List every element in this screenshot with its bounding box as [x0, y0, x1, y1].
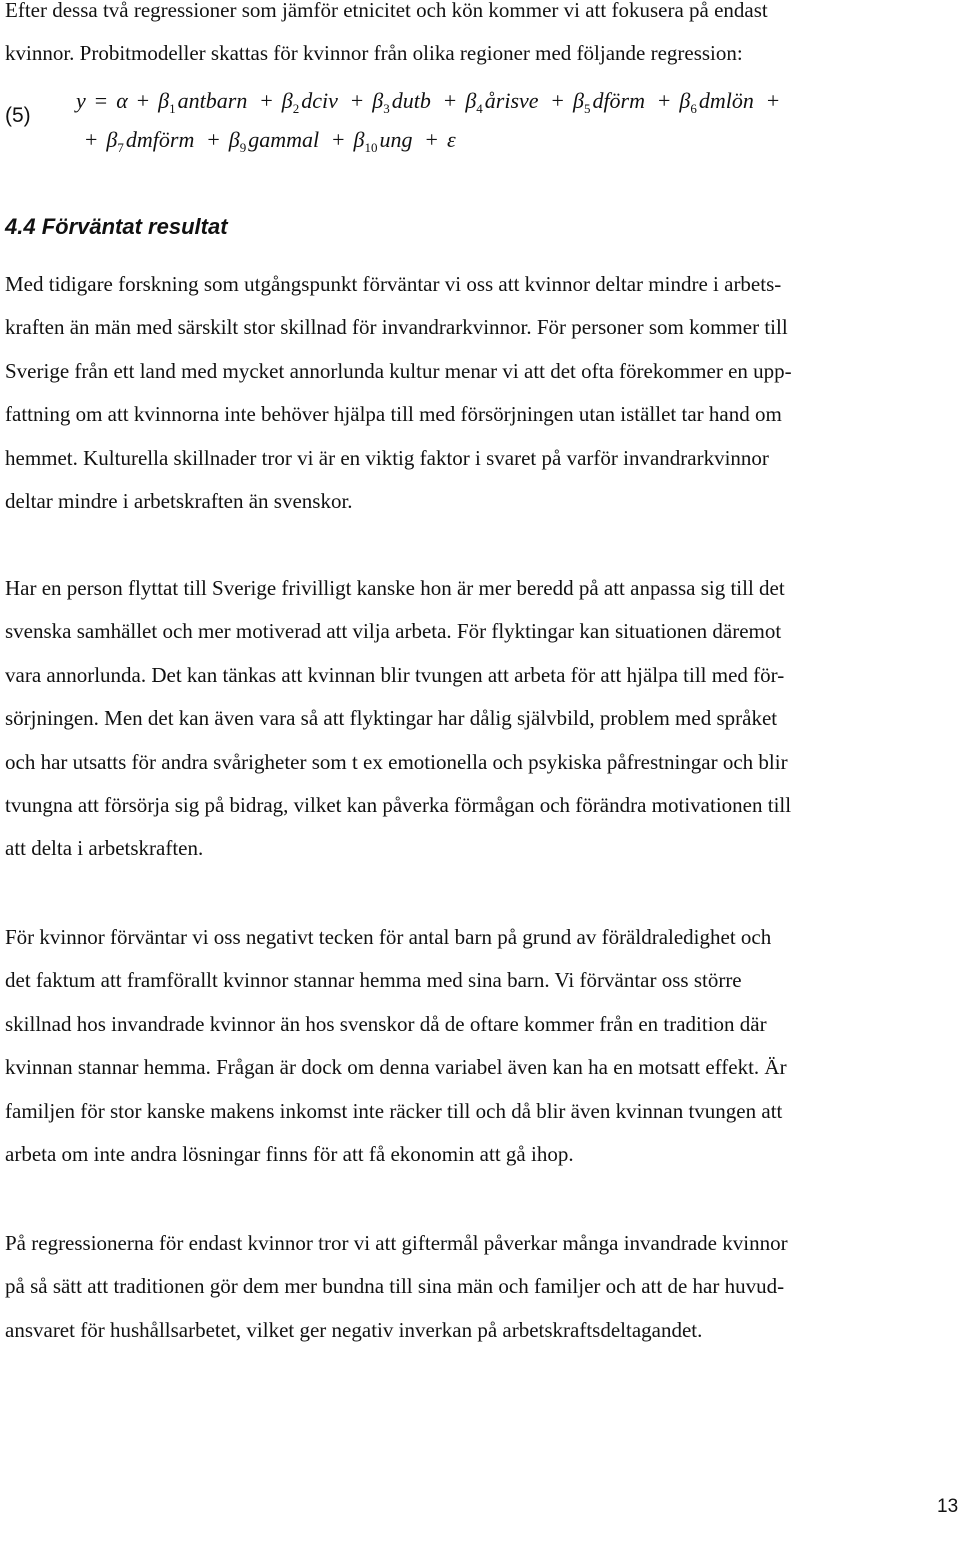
eq1-symbol: β [572, 88, 584, 113]
section-heading: 4.4 Förväntat resultat [5, 214, 228, 239]
equation-line-2 [76, 127, 456, 156]
eq1-symbol: β [372, 88, 384, 113]
eq2-subscript: 7 [117, 140, 124, 155]
eq1-symbol: y [76, 88, 86, 113]
eq1-symbol: β [679, 88, 691, 113]
eq1-operator: + [551, 88, 564, 113]
eq2-variable: dmförm [125, 127, 195, 152]
eq2-symbol: β [353, 127, 365, 152]
eq2-subscript: 9 [239, 140, 247, 155]
eq2-variable: ung [379, 127, 413, 152]
eq2-symbol: β [228, 127, 240, 152]
intro-paragraph: Efter dessa två regressioner som jämför etnicitet och kön kommer vi att fokusera på endast kvinnor. Probitmodeller skattas för kvinnor från olika regioner med följande regression: [5, 0, 768, 66]
eq1-operator: + [766, 88, 780, 113]
eq1-subscript: 1 [169, 101, 176, 116]
eq1-operator: + [260, 88, 273, 113]
eq1-operator: + [350, 88, 364, 113]
eq2-operator: + [332, 127, 345, 152]
eq1-subscript: 4 [476, 101, 483, 116]
eq1-variable: årisve [484, 88, 539, 113]
eq1-variable: dförm [592, 88, 645, 113]
eq2-operator: + [85, 127, 98, 152]
eq1-variable: dciv [301, 88, 338, 113]
eq1-subscript: 2 [292, 101, 300, 116]
eq1-operator: + [136, 88, 150, 113]
eq1-symbol: β [158, 88, 170, 113]
eq1-symbol: α [116, 88, 128, 113]
paragraph-children: För kvinnor förväntar vi oss negativt tecken för antal barn på grund av föräldraledighet och det faktum att framförallt kvinnor stannar hemma med sina barn. Vi förväntar oss större skillnad hos invandrade kvinnor än hos svenskor då de oftare kommer från en tradition där kvinnan stannar hemma. Frågan är dock om denna variabel även kan ha en motsatt effekt. Är familjen för stor kanske makens inkomst inte räcker till och då blir även kvinnan tvungen att arbeta om inte andra lösningar finns för att få ekonomin att gå ihop. [5, 925, 787, 1167]
eq1-symbol: β [465, 88, 477, 113]
paragraph-marriage: På regressionerna för endast kvinnor tror vi att giftermål påverkar många invandrade kvinnor på så sätt att traditionen gör dem mer bundna till sina män och familjer och att de har huvud- ansvaret för hushållsarbetet, vilket ger negativ inverkan på arbetskraftsdeltagandet. [5, 1231, 788, 1342]
eq1-subscript: 3 [383, 101, 390, 116]
eq1-operator: + [658, 88, 671, 113]
eq1-subscript: 6 [690, 101, 697, 116]
eq1-variable: dmlön [698, 88, 754, 113]
eq1-variable: antbarn [177, 88, 248, 113]
page-number: 13 [937, 1496, 959, 1517]
eq2-operator: + [207, 127, 220, 152]
equation-number: (5) [5, 104, 31, 127]
paragraph-refugees: Har en person flyttat till Sverige frivilligt kanske hon är mer beredd på att anpassa sig till det svenska samhället och mer motiverad att vilja arbeta. För flyktingar kan situationen däremot vara annorlunda. Det kan tänkas att kvinnan blir tvungen att arbeta för att hjälpa till med för- sörjningen. Men det kan även vara så att flyktingar har dålig självbild, problem med språket och har utsatts för andra svårigheter som t ex emotionella och psykiska påfrestningar och blir tvungna att försörja sig på bidrag, vilket kan påverka förmågan och förändra motivationen till att delta i arbetskraften. [5, 576, 792, 861]
paragraph-expected-results: Med tidigare forskning som utgångspunkt förväntar vi oss att kvinnor deltar mindre i arbets- kraften än män med särskilt stor skillnad för invandrarkvinnor. För personer som kommer till Sverige från ett land med mycket annorlunda kultur menar vi att det ofta förekommer en upp- fattning om att kvinnorna inte behöver hjälpa till med försörjningen utan istället tar hand om hemmet. Kulturella skillnader tror vi är en viktig faktor i svaret på varför invandrarkvinnor deltar mindre i arbetskraften än svenskor. [5, 272, 792, 514]
eq2-symbol: β [106, 127, 118, 152]
eq1-operator: + [443, 88, 457, 113]
eq2-subscript: 10 [364, 140, 378, 155]
eq2-operator: + [425, 127, 438, 152]
equation-line-1 [76, 88, 788, 117]
eq1-symbol: β [281, 88, 293, 113]
eq1-variable: dutb [391, 88, 431, 113]
eq1-operator: = [94, 88, 108, 113]
eq2-symbol: ε [446, 127, 456, 152]
eq2-variable: gammal [248, 127, 320, 152]
eq1-subscript: 5 [583, 101, 591, 116]
